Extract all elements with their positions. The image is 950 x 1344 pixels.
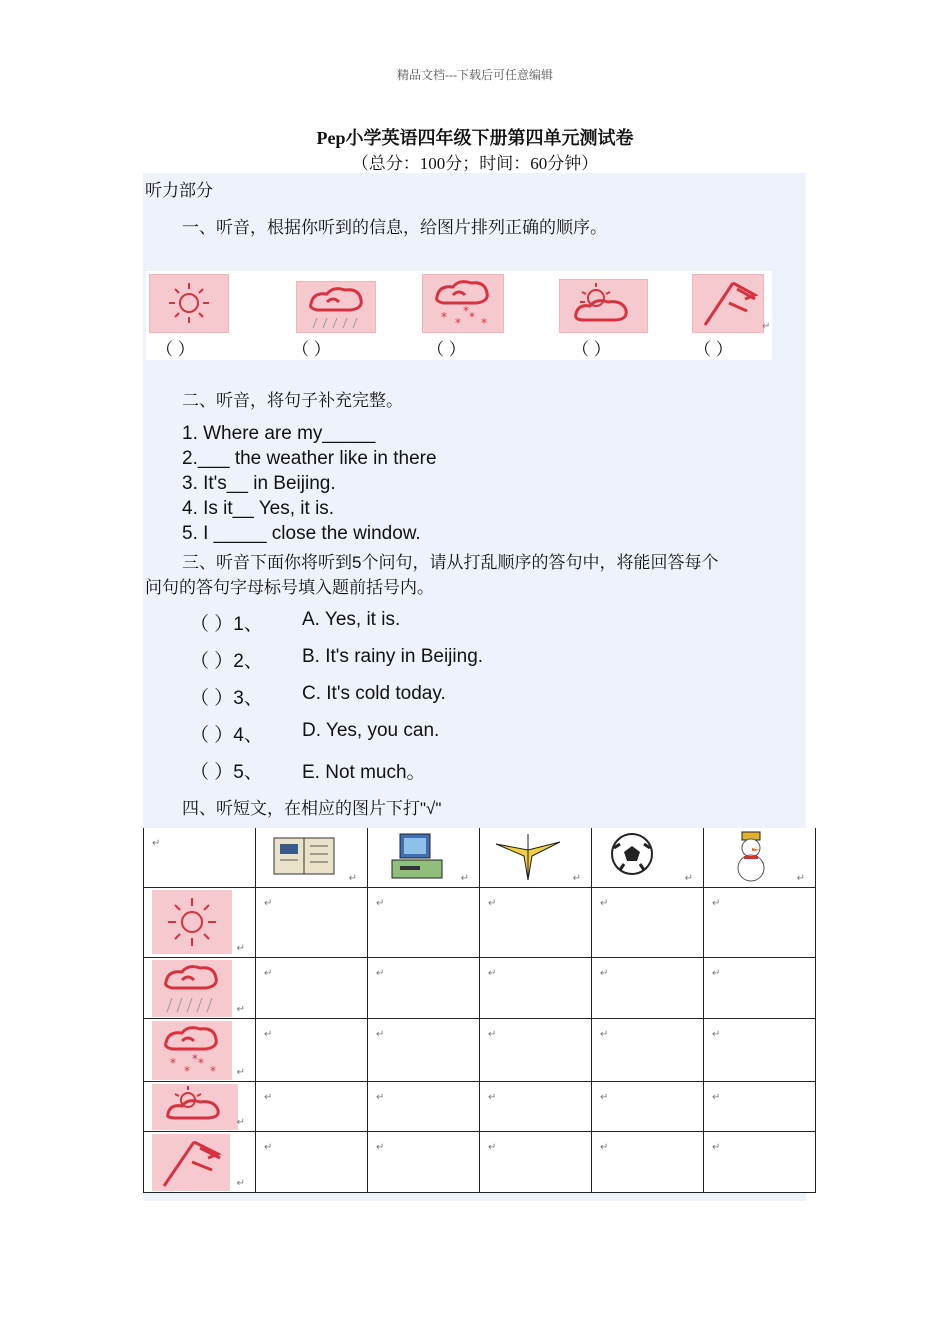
tick-cell[interactable]: [256, 957, 368, 1018]
panel-bottom-strip: [143, 1193, 806, 1201]
row-header-windy: [144, 1131, 256, 1192]
tick-cell[interactable]: [704, 1018, 816, 1081]
return-mark: ↵: [376, 897, 385, 909]
return-mark: ↵: [572, 872, 581, 884]
section1-heading: 一、听音，根据你听到的信息，给图片排列正确的顺序。: [182, 218, 607, 237]
return-mark: ↵: [488, 897, 497, 909]
grid-header-row: [144, 828, 816, 887]
svg-text:*: *: [455, 316, 461, 330]
return-mark: ↵: [264, 1091, 273, 1103]
snowy-icon: [422, 274, 504, 333]
fill-sentence-1: 1. Where are my_____: [182, 423, 376, 444]
tick-cell[interactable]: [704, 957, 816, 1018]
svg-text:*: *: [198, 1055, 204, 1070]
return-mark: ↵: [600, 1028, 609, 1040]
row-header-cloudy-sun: [144, 1081, 256, 1131]
tick-cell[interactable]: [480, 957, 592, 1018]
order-blank-2[interactable]: （ ）: [292, 340, 331, 359]
question-blank-2[interactable]: （ ）2、: [190, 651, 263, 672]
return-mark: ↵: [376, 1091, 385, 1103]
kite-icon: [488, 830, 568, 882]
tick-cell[interactable]: [480, 1131, 592, 1192]
tick-cell[interactable]: [704, 887, 816, 957]
return-mark: ↵: [264, 1141, 273, 1153]
tick-cell[interactable]: [480, 1081, 592, 1131]
answer-option-c: C. It's cold today.: [302, 683, 446, 704]
page-title: Pep小学英语四年级下册第四单元测试卷: [316, 128, 634, 148]
tick-cell[interactable]: [480, 1018, 592, 1081]
tick-cell[interactable]: [704, 1131, 816, 1192]
tick-cell[interactable]: [368, 1081, 480, 1131]
question-blank-4[interactable]: （ ）4、: [190, 725, 263, 746]
svg-text:*: *: [469, 310, 475, 324]
return-mark: ↵: [796, 872, 805, 884]
svg-text:*: *: [441, 310, 447, 324]
tick-cell[interactable]: [592, 1131, 704, 1192]
question-blank-1[interactable]: （ ）1、: [190, 614, 263, 635]
grid-corner-cell: [144, 828, 256, 887]
return-mark: ↵: [600, 1091, 609, 1103]
order-blank-3[interactable]: （ ）: [427, 340, 466, 359]
return-mark: ↵: [376, 967, 385, 979]
return-mark: ↵: [264, 967, 273, 979]
svg-text:*: *: [184, 1063, 190, 1078]
return-mark: ↵: [460, 872, 469, 884]
return-mark: ↵: [236, 1116, 245, 1128]
return-mark: ↵: [600, 967, 609, 979]
return-mark: ↵: [488, 967, 497, 979]
tick-cell[interactable]: [368, 957, 480, 1018]
cloudy-sun-icon: [152, 1084, 238, 1130]
football-icon: [600, 830, 680, 882]
tick-cell[interactable]: [592, 887, 704, 957]
tick-cell[interactable]: [592, 1081, 704, 1131]
grid-row-windy: [144, 1131, 816, 1192]
return-mark: ↵: [236, 1066, 245, 1078]
tick-cell[interactable]: [592, 1018, 704, 1081]
answer-option-e: E. Not much。: [302, 762, 426, 783]
return-mark: ↵: [236, 942, 245, 954]
grid-row-sunny: [144, 887, 816, 957]
section3-heading-line1: 三、听音下面你将听到5个问句，请从打乱顺序的答句中，将能回答每个: [182, 553, 719, 572]
return-mark: ↵: [488, 1091, 497, 1103]
tick-cell[interactable]: [368, 1018, 480, 1081]
return-mark: ↵: [684, 872, 693, 884]
grid-row-snowy: [144, 1018, 816, 1081]
section4-heading: 四、听短文，在相应的图片下打"√": [182, 799, 442, 818]
tick-cell[interactable]: [592, 957, 704, 1018]
sunny-icon: [149, 274, 229, 333]
tick-cell[interactable]: [256, 1018, 368, 1081]
windy-flag-icon: [692, 274, 764, 333]
return-mark: ↵: [712, 897, 721, 909]
answer-option-b: B. It's rainy in Beijing.: [302, 646, 484, 667]
tick-cell[interactable]: [704, 1081, 816, 1131]
tick-cell[interactable]: [368, 887, 480, 957]
svg-text:*: *: [463, 304, 469, 318]
rainy-icon: [152, 960, 232, 1017]
computer-icon: [376, 830, 456, 882]
column-header-football: [592, 828, 704, 887]
weather-picture-strip: [146, 271, 772, 360]
windy-flag-icon: [152, 1134, 230, 1191]
header-note: 精品文档---下载后可任意编辑: [397, 68, 553, 82]
return-mark: ↵: [488, 1028, 497, 1040]
section3-heading-line2: 问句的答句字母标号填入题前括号内。: [145, 578, 434, 597]
question-blank-3[interactable]: （ ）3、: [190, 688, 263, 709]
return-mark: ↵: [236, 1003, 245, 1015]
return-mark: ↵: [712, 967, 721, 979]
fill-sentence-4: 4. Is it__ Yes, it is.: [182, 498, 335, 519]
answer-option-a: A. Yes, it is.: [302, 609, 401, 630]
return-mark: ↵: [762, 321, 771, 332]
svg-text:*: *: [192, 1051, 198, 1066]
section2-heading: 二、听音，将句子补充完整。: [182, 391, 403, 410]
return-mark: ↵: [488, 1141, 497, 1153]
answer-option-d: D. Yes, you can.: [302, 720, 440, 741]
fill-sentence-5: 5. I _____ close the window.: [182, 523, 421, 544]
return-mark: ↵: [376, 1141, 385, 1153]
tick-grid: [143, 828, 816, 1193]
grid-row-cloudy-sun: [144, 1081, 816, 1131]
tick-cell[interactable]: [256, 1131, 368, 1192]
order-blank-4[interactable]: （ ）: [572, 340, 611, 359]
tick-cell[interactable]: [256, 1081, 368, 1131]
fill-sentence-2: 2.___ the weather like in there: [182, 448, 437, 469]
column-header-computer: [368, 828, 480, 887]
svg-text:*: *: [170, 1055, 176, 1070]
return-mark: ↵: [152, 838, 161, 849]
return-mark: ↵: [264, 897, 273, 909]
cloudy-sun-icon: [559, 279, 648, 333]
rainy-icon: [296, 281, 376, 333]
order-blank-1[interactable]: （ ）: [156, 340, 195, 359]
tick-cell[interactable]: [480, 887, 592, 957]
sunny-icon: [152, 890, 232, 954]
return-mark: ↵: [236, 1177, 245, 1189]
snowy-icon: [152, 1021, 232, 1080]
return-mark: ↵: [348, 872, 357, 884]
return-mark: ↵: [712, 1028, 721, 1040]
svg-text:*: *: [210, 1063, 216, 1078]
row-header-snowy: [144, 1018, 256, 1081]
row-header-rainy: [144, 957, 256, 1018]
fill-sentence-3: 3. It's__ in Beijing.: [182, 473, 336, 494]
return-mark: ↵: [712, 1091, 721, 1103]
tick-cell[interactable]: [368, 1131, 480, 1192]
column-header-snowman: [704, 828, 816, 887]
return-mark: ↵: [600, 1141, 609, 1153]
book-icon: [264, 830, 344, 882]
column-header-book: [256, 828, 368, 887]
column-header-kite: [480, 828, 592, 887]
grid-row-rainy: [144, 957, 816, 1018]
svg-text:*: *: [481, 316, 487, 330]
row-header-sunny: [144, 887, 256, 957]
order-blank-5[interactable]: （ ）: [694, 340, 733, 359]
snowman-icon: [712, 830, 792, 882]
page-subtitle: （总分：100分；时间：60分钟）: [351, 154, 599, 173]
question-blank-5[interactable]: （ ）5、: [190, 762, 263, 783]
return-mark: ↵: [376, 1028, 385, 1040]
return-mark: ↵: [712, 1141, 721, 1153]
return-mark: ↵: [600, 897, 609, 909]
return-mark: ↵: [264, 1028, 273, 1040]
tick-cell[interactable]: [256, 887, 368, 957]
listening-label: 听力部分: [145, 181, 213, 200]
